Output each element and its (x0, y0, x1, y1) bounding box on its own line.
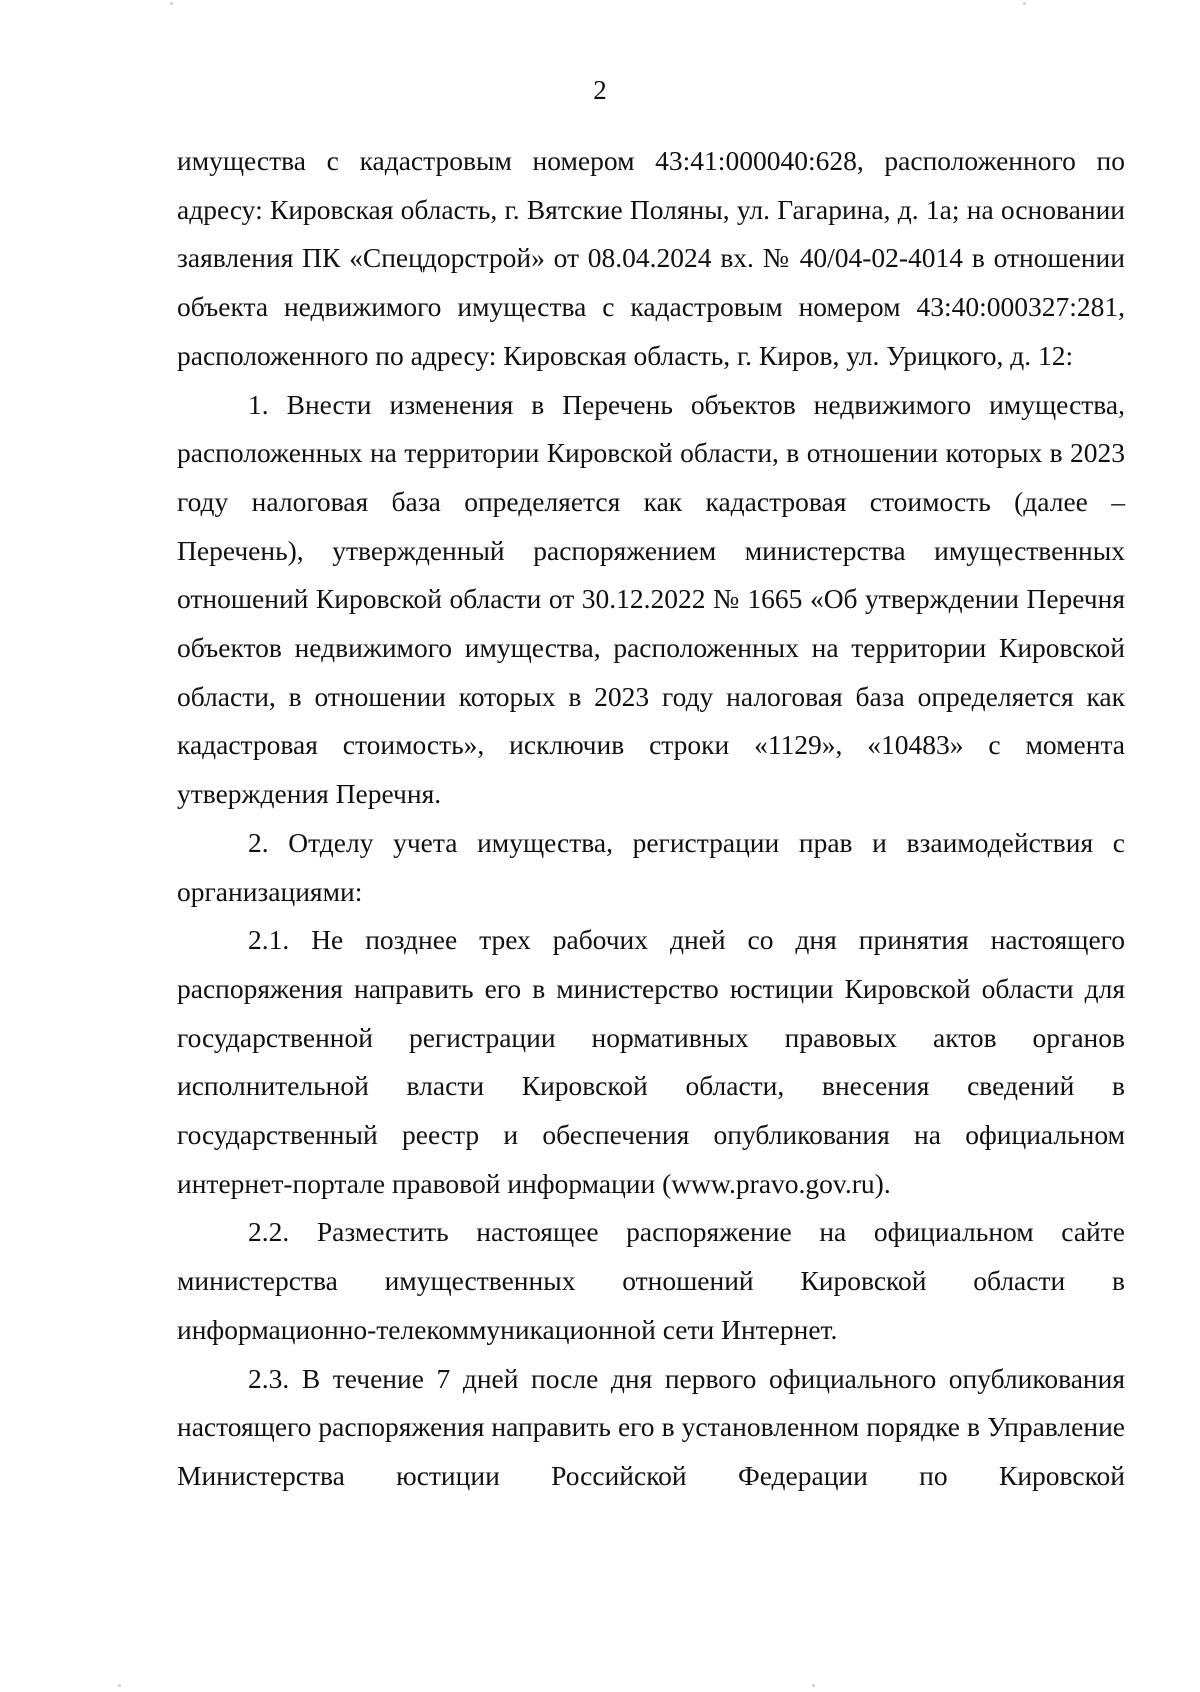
document-body (177, 137, 1125, 1501)
paragraph-continuation: имущества с кадастровым номером 43:41:000040:628, расположенного по адресу: Кировская область, г. Вятские Поляны, ул. Гагарина, д. 1а; на основании заявления ПК «Спецдорстрой» от 08.04.2024 вх. № 40/04-02-4014 в отношении объекта недвижимого имущества с кадастровым номером 43:40:000327:281, расположенного по адресу: Кировская область, г. Киров, ул. Урицкого, д. 12: (177, 145, 1125, 371)
scan-dot-top-right (1023, 2, 1026, 5)
paragraph-item-1: 1. Внести изменения в Перечень объектов недвижимого имущества, расположенных на территории Кировской области, в отношении которых в 2023 году налоговая база определяется как кадастровая стоимость (далее – Перечень), утвержденный распоряжением министерства имущественных отношений Кировской области от 30.12.2022 № 1665 «Об утверждении Перечня объектов недвижимого имущества, расположенных на территории Кировской области, в отношении которых в 2023 году налоговая база определяется как кадастровая стоимость», исключив строки «1129», «10483» с момента утверждения Перечня. (177, 388, 1125, 810)
paragraph-item-2-2: 2.2. Разместить настоящее распоряжение на официальном сайте министерства имущественных отношений Кировской области в информационно-телекоммуникационной сети Интернет. (177, 1216, 1125, 1345)
paragraph-item-2-3: 2.3. В течение 7 дней после дня первого официального опубликования настоящего распоряжения направить его в установленном порядке в Управление Министерства юстиции Российской Федерации по Кировской (177, 1362, 1125, 1491)
scan-dot-top-left (170, 2, 173, 5)
page-number: 2 (593, 75, 607, 105)
paragraph-item-2: 2. Отделу учета имущества, регистрации прав и взаимодействия с организациями: (177, 826, 1125, 907)
scan-dot-bottom-left (118, 1684, 121, 1687)
scan-dot-bottom-mid (812, 1684, 815, 1687)
paragraph-item-2-1: 2.1. Не позднее трех рабочих дней со дня принятия настоящего распоряжения направить его в министерство юстиции Кировской области для государственной регистрации нормативных правовых актов органов исполнительной власти Кировской области, внесения сведений в государственный реестр и обеспечения опубликования на официальном интернет-портале правовой информации (www.pravo.gov.ru). (177, 924, 1125, 1199)
